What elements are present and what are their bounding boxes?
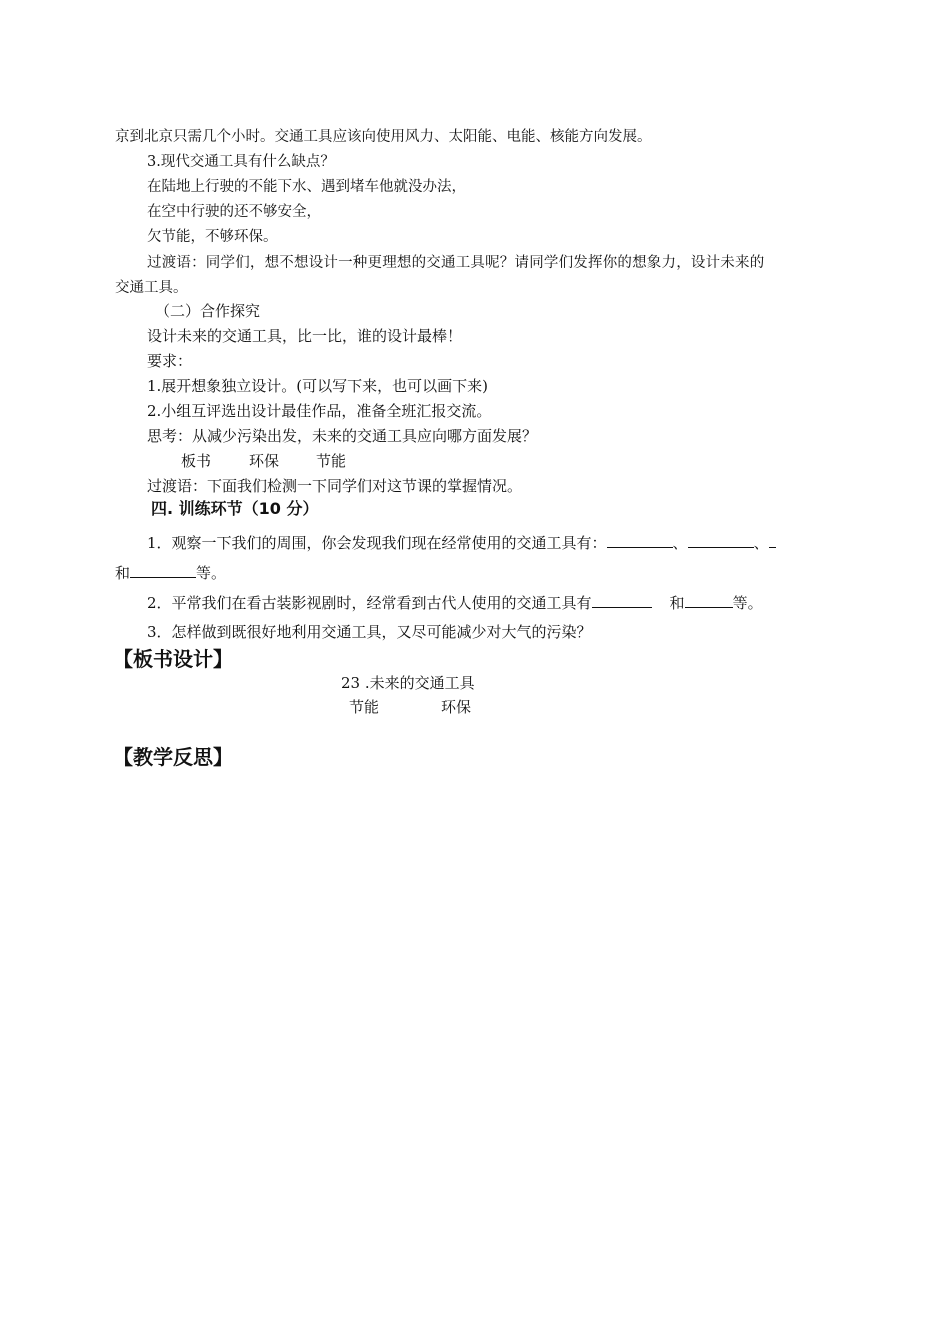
board-keyword-2: 环保	[441, 698, 472, 716]
question-1-end: 等。	[196, 564, 227, 582]
question-2-mid: 和	[669, 594, 685, 612]
transition-text-2: 过渡语：下面我们检测一下同学们对这节课的掌握情况。	[147, 477, 523, 495]
board-keyword-1: 节能	[349, 698, 380, 716]
transition-text: 过渡语：同学们，想不想设计一种更理想的交通工具呢？请同学们发挥你的想象力，设计未来的	[147, 255, 765, 271]
keyword-2: 环保	[249, 452, 280, 470]
reflection-heading: 【教学反思】	[113, 745, 233, 769]
keyword-3: 节能	[316, 452, 347, 470]
section-heading-explore: （二）合作探究	[155, 302, 261, 320]
answer-blank[interactable]	[592, 592, 652, 608]
requirement-2: 2.小组互评选出设计最佳作品，准备全班汇报交流。	[147, 402, 492, 420]
answer-blank[interactable]	[688, 532, 754, 548]
training-question-1	[147, 532, 776, 553]
answer-blank[interactable]	[130, 562, 196, 578]
separator: 、	[753, 534, 769, 552]
separator: 、	[672, 534, 688, 552]
question-1-tail: 和	[115, 564, 131, 582]
paragraph-line: 欠节能，不够环保。	[147, 229, 278, 245]
keyword-1: 板书	[181, 452, 212, 470]
answer-blank[interactable]	[769, 532, 776, 548]
paragraph-line: 在陆地上行驶的不能下水、遇到堵车他就没办法，	[147, 179, 466, 195]
answer-blank[interactable]	[607, 532, 673, 548]
transition-text-cont: 交通工具。	[115, 280, 188, 296]
question-2-text: 2．平常我们在看古装影视剧时，经常看到古代人使用的交通工具有	[147, 594, 592, 612]
think-question: 思考：从减少污染出发，未来的交通工具应向哪方面发展？	[147, 427, 538, 445]
requirement-1: 1.展开想象独立设计。(可以写下来，也可以画下来)	[147, 377, 489, 395]
answer-blank[interactable]	[685, 592, 733, 608]
question-1-text: 1．观察一下我们的周围，你会发现我们现在经常使用的交通工具有：	[147, 534, 607, 552]
board-design-heading: 【板书设计】	[113, 647, 233, 671]
requirements-label: 要求：	[147, 352, 193, 370]
training-question-1-cont	[115, 562, 226, 583]
board-title: 23 .未来的交通工具	[341, 674, 475, 692]
training-heading: 四. 训练环节（10 分）	[151, 499, 319, 518]
training-question-3: 3．怎样做到既很好地利用交通工具，又尽可能减少对大气的污染？	[147, 623, 592, 641]
paragraph-line: 京到北京只需几个小时。交通工具应该向使用风力、太阳能、电能、核能方向发展。	[115, 129, 652, 145]
paragraph-line: 在空中行驶的还不够安全，	[147, 204, 321, 220]
question-3: 3.现代交通工具有什么缺点？	[147, 154, 335, 170]
explore-task: 设计未来的交通工具，比一比，谁的设计最棒！	[147, 327, 463, 345]
question-2-end: 等。	[732, 594, 763, 612]
training-question-2	[147, 592, 763, 613]
